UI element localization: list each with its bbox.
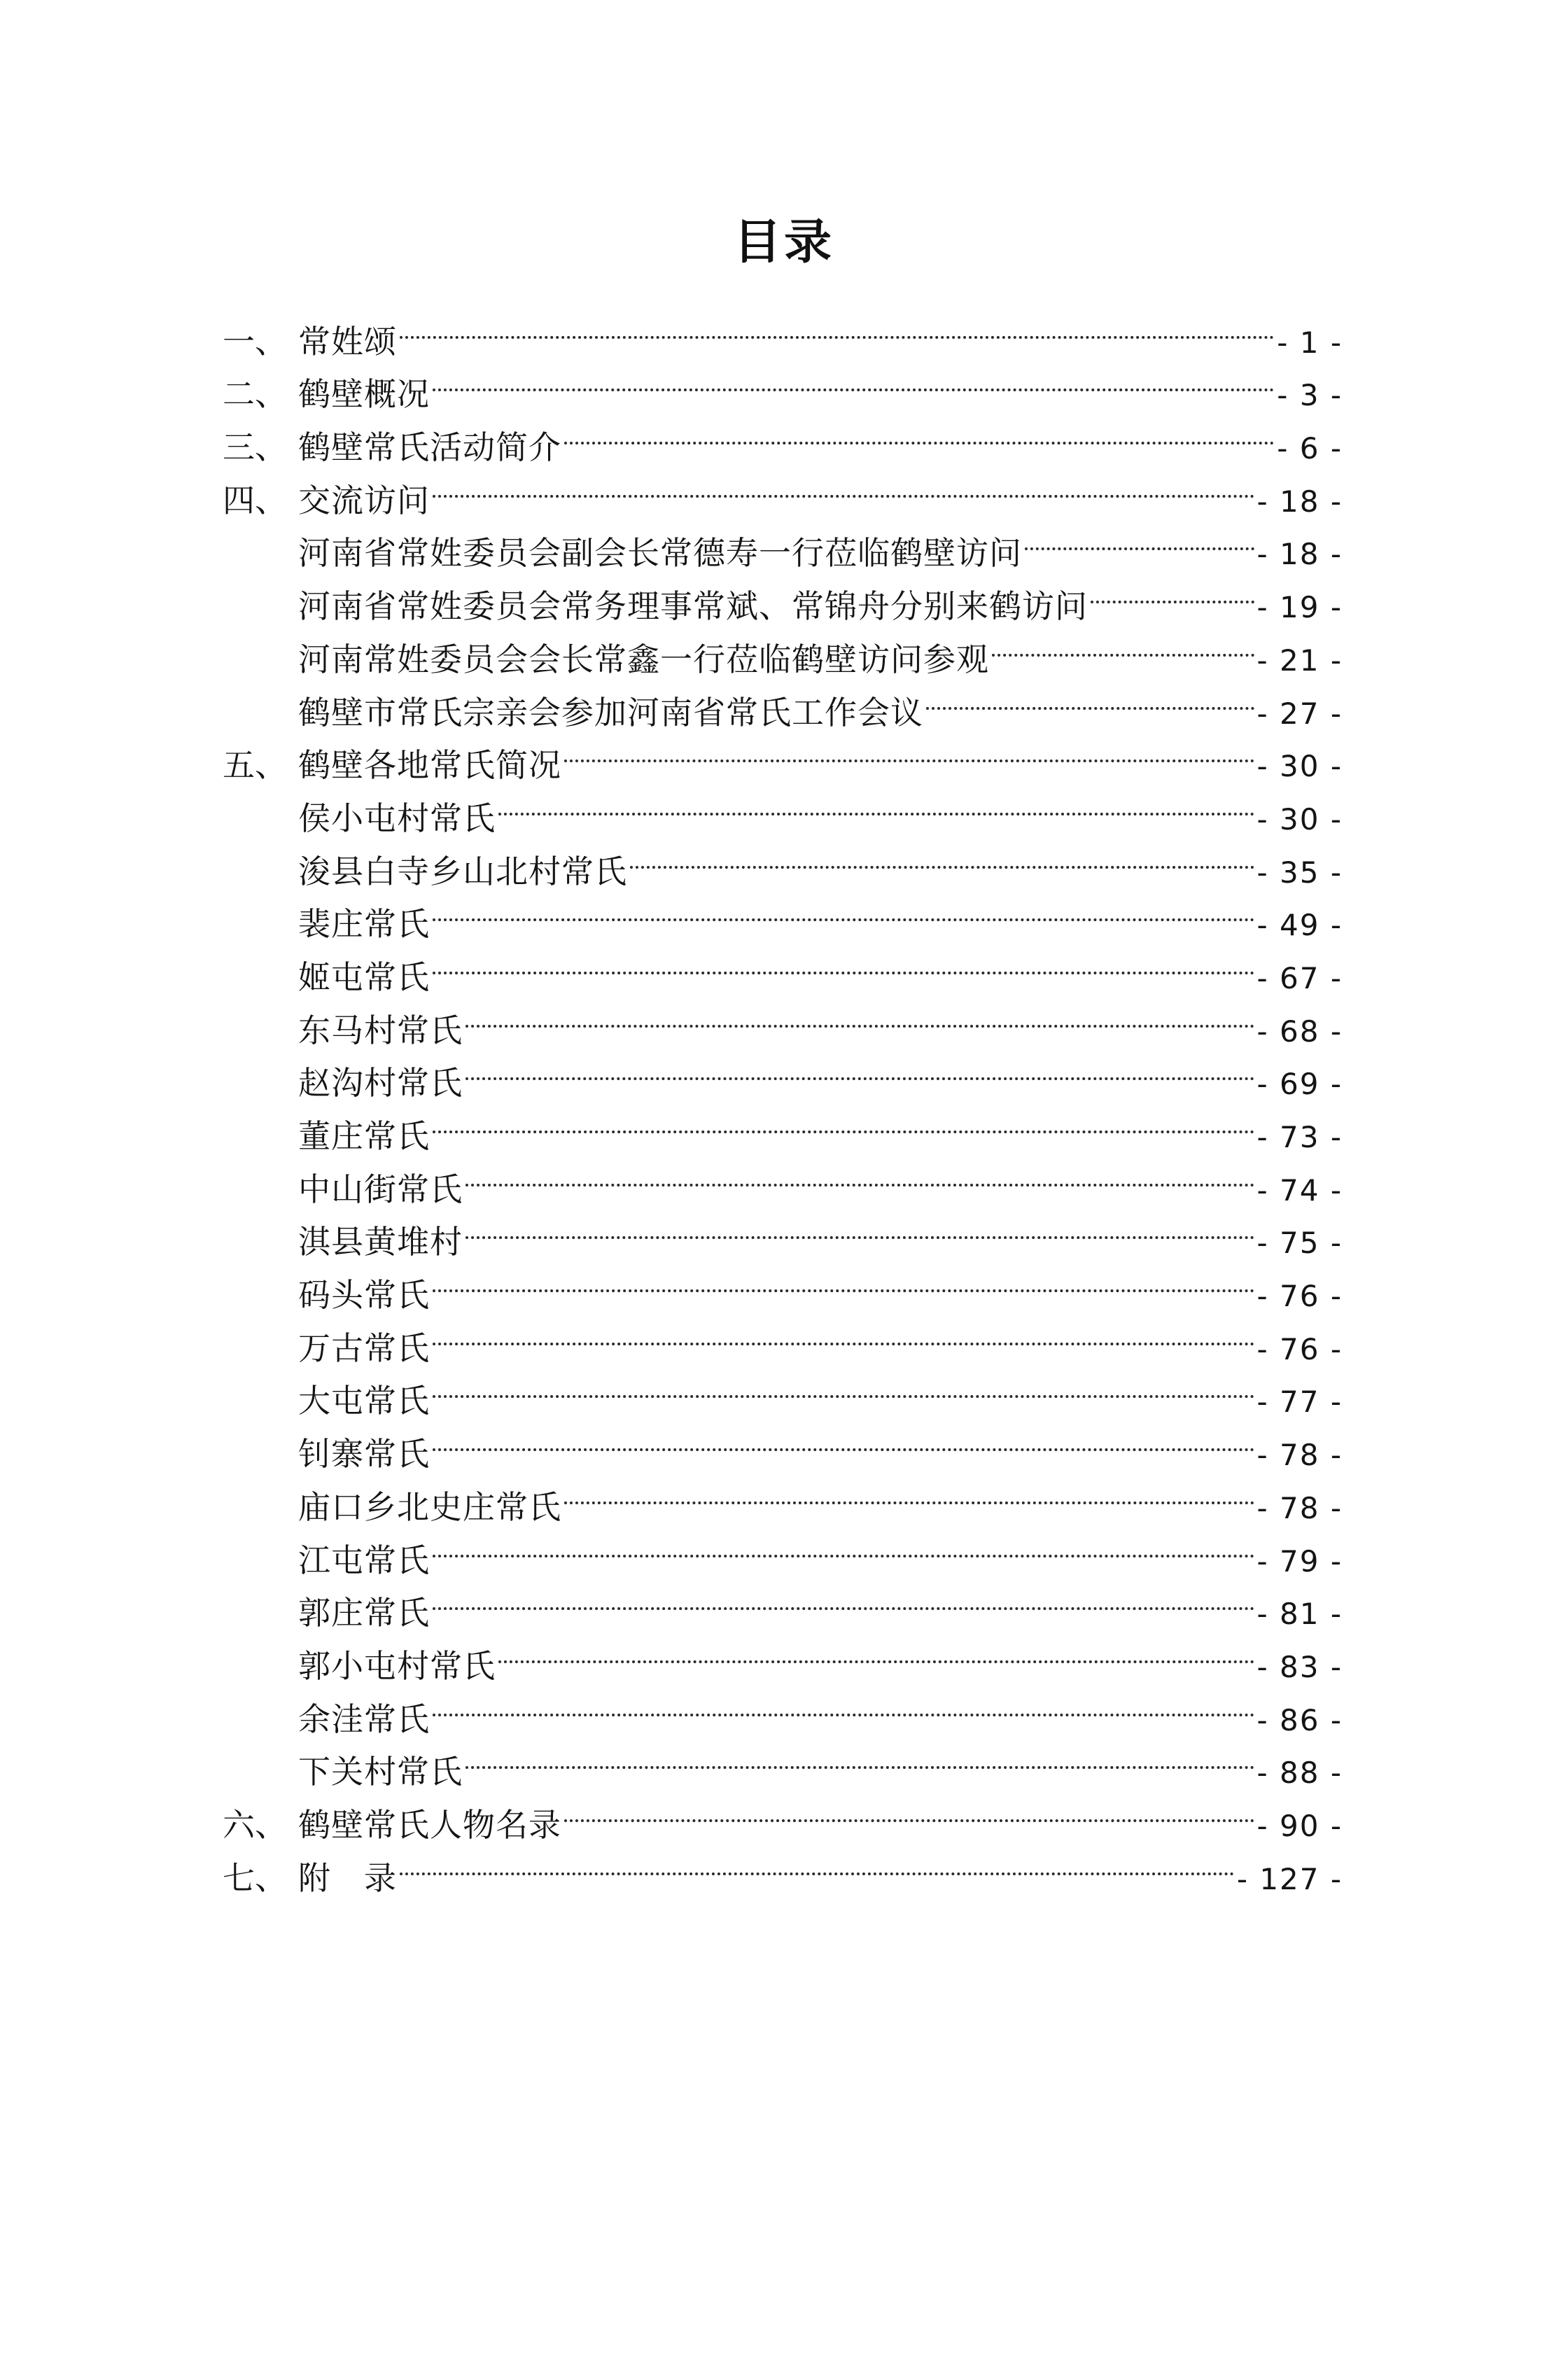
toc-page-number: - 81 - (1256, 1597, 1343, 1632)
dot-leader (498, 776, 1254, 830)
toc-page-number: - 69 - (1256, 1067, 1343, 1102)
toc-page-number: - 67 - (1256, 960, 1343, 995)
toc-entry-title: 鹤壁市常氏宗亲会参加河南省常氏工作会议 (298, 693, 923, 732)
dot-leader (400, 1836, 1234, 1889)
toc-entry-title: 姬屯常氏 (298, 958, 430, 996)
toc-entry-title: 董庄常氏 (298, 1117, 430, 1155)
toc-entry-title: 余洼常氏 (298, 1700, 430, 1738)
toc-entry-title: 附 录 (298, 1858, 397, 1897)
toc-entry-title: 码头常氏 (298, 1276, 430, 1315)
toc-entry-title: 郭小屯村常氏 (298, 1646, 496, 1685)
toc-page-number: - 3 - (1277, 378, 1343, 413)
toc-entry-title: 鹤壁各地常氏简况 (298, 746, 561, 785)
toc-section-number: 二、 (223, 375, 287, 414)
toc-entry-title: 河南省常姓委员会常务理事常斌、常锦舟分别来鹤访问 (298, 587, 1088, 626)
dot-leader (564, 1783, 1254, 1836)
toc-entry-title: 赵沟村常氏 (298, 1064, 463, 1102)
dot-leader (465, 1147, 1254, 1200)
toc-entry-title: 鹤壁常氏人物名录 (298, 1805, 561, 1844)
toc-entry-title: 东马村常氏 (298, 1011, 463, 1049)
dot-leader (992, 617, 1254, 671)
toc-page-number: - 73 - (1256, 1120, 1343, 1154)
dot-leader (465, 1200, 1254, 1254)
toc-entry-title: 下关村常氏 (298, 1753, 463, 1791)
toc-page-number: - 75 - (1256, 1226, 1343, 1261)
dot-leader (465, 988, 1254, 1042)
dot-leader (1025, 512, 1254, 565)
dot-leader (433, 1518, 1254, 1572)
toc-title: 目录 (733, 215, 834, 270)
dot-leader (433, 883, 1254, 936)
toc-page-number: - 30 - (1256, 749, 1343, 784)
toc-entry-title: 裴庄常氏 (298, 905, 430, 944)
toc-page-number: - 1 - (1277, 325, 1343, 360)
toc-section-number: 三、 (223, 428, 287, 467)
toc-entry-title: 鹤壁概况 (298, 375, 430, 414)
toc-entry-title: 郭庄常氏 (298, 1594, 430, 1632)
toc-entry-title: 河南省常姓委员会副会长常德寿一行莅临鹤壁访问 (298, 534, 1022, 573)
dot-leader (498, 1624, 1254, 1677)
toc-page-number: - 49 - (1256, 908, 1343, 943)
toc-section-entry[interactable] (223, 300, 1343, 360)
dot-leader (1091, 564, 1254, 617)
toc-entry-title: 交流访问 (298, 481, 430, 519)
toc-page-number: - 19 - (1256, 590, 1343, 625)
toc-page-number: - 88 - (1256, 1756, 1343, 1791)
toc-page-number: - 79 - (1256, 1544, 1343, 1578)
dot-leader (433, 458, 1254, 512)
dot-leader (433, 1677, 1254, 1730)
toc-page-number: - 127 - (1236, 1861, 1343, 1896)
toc-page-number: - 78 - (1256, 1438, 1343, 1473)
dot-leader (564, 1465, 1254, 1518)
toc-page-number: - 18 - (1256, 484, 1343, 519)
dot-leader (630, 830, 1254, 883)
dot-leader (433, 935, 1254, 988)
toc-page-number: - 35 - (1256, 855, 1343, 890)
toc-entry-title: 常姓颂 (298, 322, 397, 360)
dot-leader (433, 353, 1274, 406)
toc-entry-title: 大屯常氏 (298, 1382, 430, 1420)
toc-page-number: - 21 - (1256, 643, 1343, 678)
toc-page-number: - 30 - (1256, 802, 1343, 836)
toc-page-number: - 27 - (1256, 696, 1343, 731)
toc-page-number: - 86 - (1256, 1702, 1343, 1737)
toc-page-number: - 78 - (1256, 1490, 1343, 1525)
dot-leader (564, 724, 1254, 777)
toc-page-number: - 74 - (1256, 1172, 1343, 1208)
toc-section-number: 五、 (223, 746, 287, 785)
toc-entry-title: 中山街常氏 (298, 1170, 463, 1208)
toc-entry-title: 浚县白寺乡山北村常氏 (298, 852, 627, 890)
toc-section-number: 六、 (223, 1805, 287, 1844)
dot-leader (564, 405, 1274, 458)
toc-entry-title: 万古常氏 (298, 1329, 430, 1367)
dot-leader (433, 1094, 1254, 1147)
toc-entry-title: 庙口乡北史庄常氏 (298, 1488, 561, 1526)
toc-page-number: - 90 - (1256, 1808, 1343, 1843)
toc-entry-title: 侯小屯村常氏 (298, 799, 496, 837)
dot-leader (433, 1306, 1254, 1359)
dot-leader (465, 1730, 1254, 1784)
toc-section-number: 四、 (223, 481, 287, 519)
toc-entry-title: 江屯常氏 (298, 1541, 430, 1579)
toc-page-number: - 77 - (1256, 1385, 1343, 1420)
toc-section-number: 一、 (223, 322, 287, 360)
toc-page-number: - 76 - (1256, 1279, 1343, 1314)
table-of-contents (223, 300, 1343, 1897)
toc-page-number: - 83 - (1256, 1649, 1343, 1684)
dot-leader (465, 1042, 1254, 1095)
toc-page-number: - 18 - (1256, 537, 1343, 572)
dot-leader (433, 1412, 1254, 1465)
dot-leader (433, 1253, 1254, 1306)
toc-entry-title: 河南常姓委员会会长常鑫一行莅临鹤壁访问参观 (298, 640, 989, 678)
dot-leader (433, 1572, 1254, 1625)
toc-section-number: 七、 (223, 1858, 287, 1897)
toc-page-number: - 6 - (1277, 431, 1343, 466)
toc-page-number: - 68 - (1256, 1014, 1343, 1049)
toc-entry-title: 钊寨常氏 (298, 1435, 430, 1474)
dot-leader (433, 1359, 1254, 1413)
toc-entry-title: 淇县黄堆村 (298, 1223, 463, 1261)
toc-entry-title: 鹤壁常氏活动简介 (298, 428, 561, 467)
dot-leader (400, 300, 1274, 353)
dot-leader (926, 671, 1254, 724)
toc-page-number: - 76 - (1256, 1331, 1343, 1366)
